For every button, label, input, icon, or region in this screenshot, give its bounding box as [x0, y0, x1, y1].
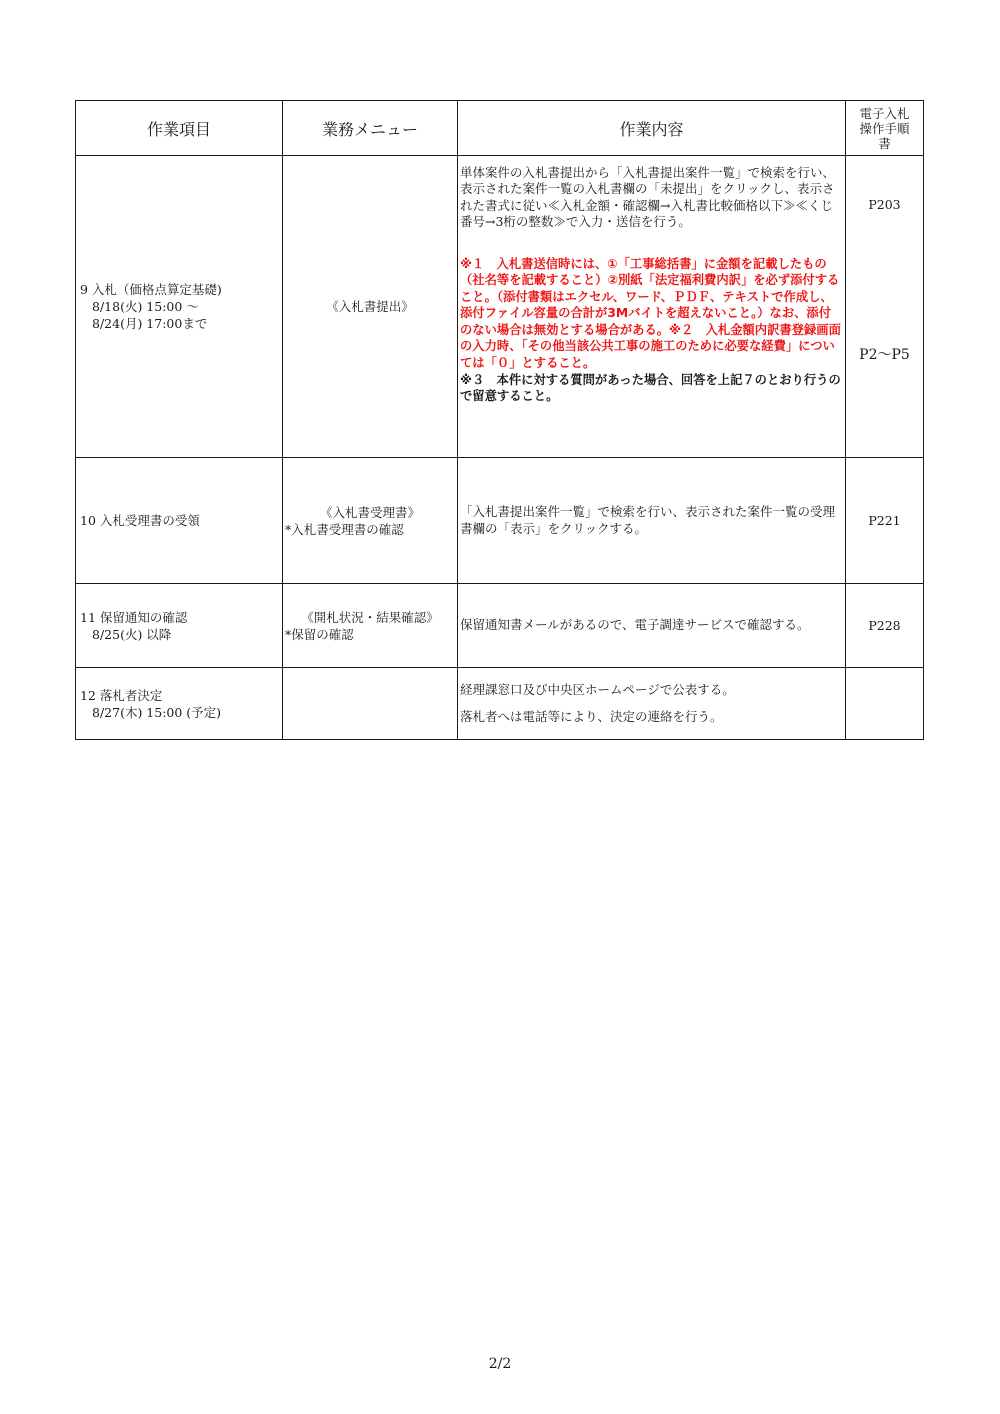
- work-item-cell: [76, 584, 283, 668]
- header-manual-page: [846, 101, 924, 156]
- page-number: 2/2: [488, 1356, 512, 1372]
- work-content-notes: [458, 252, 845, 457]
- procedure-table: [75, 100, 924, 740]
- table-row: [76, 458, 924, 584]
- table-row: [76, 156, 924, 458]
- business-menu-cell: [283, 156, 458, 458]
- table-header-row: [76, 101, 924, 156]
- work-item-date: 8/27(木) 15:00 (予定): [92, 704, 222, 720]
- menu-name: 《入札書受理書》: [319, 504, 420, 520]
- work-item-title: 9 入札（価格点算定基礎): [80, 282, 222, 297]
- manual-page-ref: P221: [846, 458, 924, 584]
- manual-page-ref: P228: [846, 584, 924, 668]
- work-content-cell: 保留通知書メールがあるので、電子調達サービスで確認する。: [458, 584, 846, 668]
- manual-page-cell: [846, 156, 924, 458]
- work-item-title: 11 保留通知の確認: [80, 609, 188, 625]
- header-manual-line: 電子入札: [859, 105, 910, 121]
- work-content-line: 経理課窓口及び中央区ホームページで公表する。: [460, 681, 735, 697]
- work-item-date: 8/24(月) 17:00まで: [92, 316, 208, 331]
- header-work-item: 作業項目: [76, 101, 283, 156]
- work-item-cell: [76, 668, 283, 740]
- business-menu-cell: [283, 668, 458, 740]
- manual-page-ref: [846, 668, 924, 740]
- header-work-content: 作業内容: [458, 101, 846, 156]
- manual-page-ref: P203: [868, 196, 901, 212]
- work-content-cell: [458, 668, 846, 740]
- header-business-menu: 業務メニュー: [283, 101, 458, 156]
- work-content-main: 単体案件の入札書提出から「入札書提出案件一覧」で検索を行い、表示された案件一覧の入札書欄の「未提出」をクリックし、表示された書式に従い≪入札金額・確認欄→入札書比較価格以下≫≪くじ番号→3桁の整数≫で入力・送信を行う。: [460, 164, 836, 229]
- table-row: [76, 668, 924, 740]
- header-manual-line: 書: [878, 135, 891, 151]
- menu-sub: *入札書受理書の確認: [285, 521, 404, 537]
- work-content-cell: 「入札書提出案件一覧」で検索を行い、表示された案件一覧の受理書欄の「表示」をクリックする。: [458, 458, 846, 584]
- work-item-date: 8/25(火) 以降: [92, 626, 172, 642]
- note-black: ※３ 本件に対する質問があった場合、回答を上記７のとおり行うので留意すること。: [460, 372, 841, 404]
- table-row: [76, 584, 924, 668]
- menu-name: 《入札書提出》: [326, 299, 414, 314]
- work-item-date: 8/18(火) 15:00 ～: [92, 299, 199, 314]
- note-red: ※１ 入札書送信時には、①「工事総括書」に金額を記載したもの（社名等を記載すること）②別紙「法定福利費内訳」を必ず添付すること。（添付書類はエクセル、ワード、ＰＤＦ、テキストで作成し、添付ファイル容量の合計が3Mバイトを超えないこと。）なお、添付のない場合は無効とする場合がある。※２ 入札金額内訳書登録画面の入力時、「その他当該公共工事の施工のために必要な経費」については「０」とすること。: [460, 256, 841, 371]
- menu-sub: *保留の確認: [285, 626, 354, 642]
- menu-name: 《開札状況・結果確認》: [301, 609, 439, 625]
- business-menu-cell: [283, 584, 458, 668]
- work-item-cell: [76, 458, 283, 584]
- business-menu-cell: [283, 458, 458, 584]
- work-item-title: 12 落札者決定: [80, 687, 163, 703]
- work-content-cell: [458, 156, 846, 458]
- work-item-title: 10 入札受理書の受領: [80, 513, 200, 528]
- header-manual-line: 操作手順: [859, 120, 910, 136]
- work-item-cell: [76, 156, 283, 458]
- work-content-line: 落札者へは電話等により、決定の連絡を行う。: [460, 709, 723, 724]
- manual-page-ref: P2～P5: [859, 347, 910, 363]
